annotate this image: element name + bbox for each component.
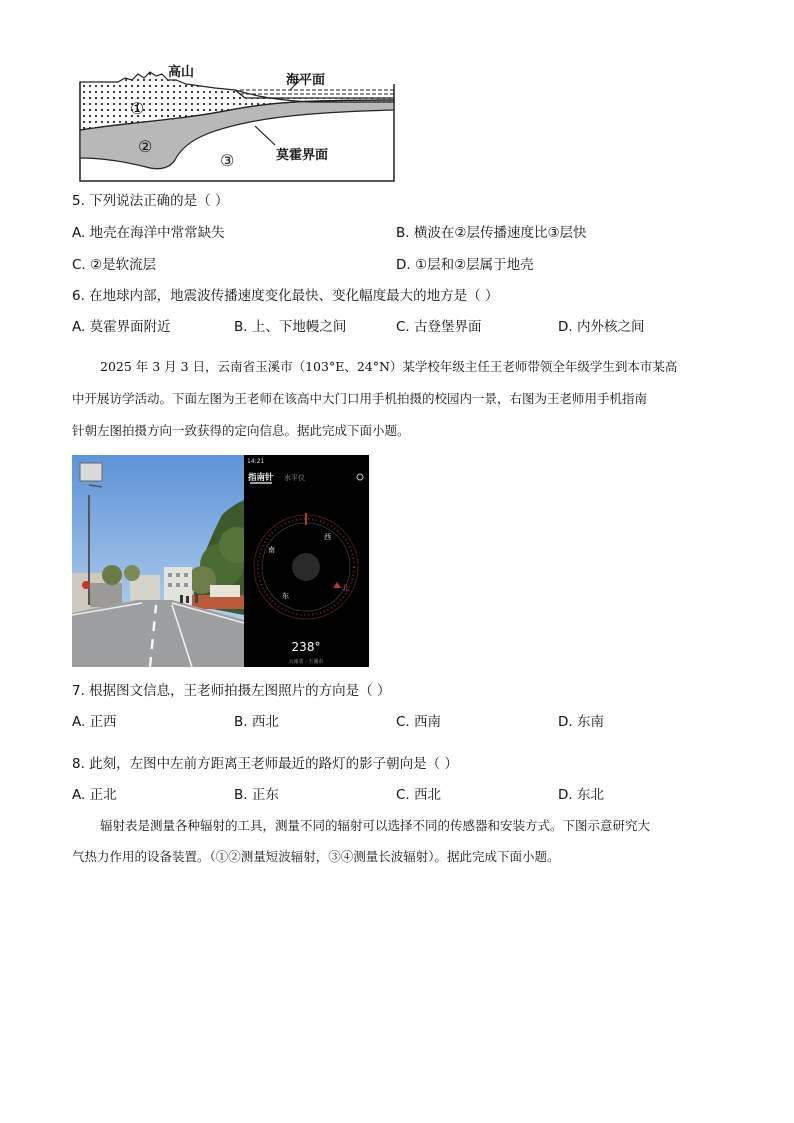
q6-option-b[interactable]: B. 上、下地幔之间 bbox=[234, 319, 347, 335]
dir-north: 北 bbox=[342, 584, 349, 592]
passage2-line1: 辐射表是测量各种辐射的工具，测量不同的辐射可以选择不同的传感器和安装方式。下图示意研究大 bbox=[100, 818, 651, 833]
settings-icon bbox=[357, 474, 363, 480]
q5-stem: 5. 下列说法正确的是（ ） bbox=[72, 193, 229, 209]
q8-option-c[interactable]: C. 西北 bbox=[396, 787, 442, 803]
dir-south: 南 bbox=[268, 546, 275, 554]
location-text: 云南省 · 玉溪市 bbox=[288, 659, 324, 665]
passage1-line2: 中开展访学活动。下面左图为王老师在该高中大门口用手机拍摄的校园内一景，右图为王老师用手机指南 bbox=[72, 391, 648, 406]
layer-2-label: ② bbox=[138, 137, 153, 156]
q8-option-b[interactable]: B. 正东 bbox=[234, 787, 279, 803]
q7-option-d[interactable]: D. 东南 bbox=[558, 714, 604, 730]
q6-option-d[interactable]: D. 内外核之间 bbox=[558, 319, 645, 335]
q5-option-a[interactable]: A. 地壳在海洋中常常缺失 bbox=[72, 225, 225, 241]
moho-label: 莫霍界面 bbox=[276, 148, 329, 163]
tab-level: 水平仪 bbox=[284, 474, 305, 482]
q5-option-c[interactable]: C. ②是软流层 bbox=[72, 257, 157, 273]
q8-option-d[interactable]: D. 东北 bbox=[558, 787, 604, 803]
status-time: 14:21 bbox=[247, 458, 265, 465]
sea-level-label: 海平面 bbox=[286, 73, 326, 88]
q8-stem: 8. 此刻，左图中左前方距离王老师最近的路灯的影子朝向是（ ） bbox=[72, 756, 458, 772]
campus-photo bbox=[72, 455, 244, 667]
passage2-line2: 气热力作用的设备装置。（①②测量短波辐射，③④测量长波辐射）。据此完成下面小题。 bbox=[72, 849, 560, 864]
dir-west: 西 bbox=[324, 533, 331, 541]
layer-1-label: ① bbox=[130, 99, 145, 118]
q6-stem: 6. 在地球内部，地震波传播速度变化最快、变化幅度最大的地方是（ ） bbox=[72, 288, 499, 304]
passage1-line1: 2025 年 3 月 3 日，云南省玉溪市（103°E、24°N）某学校年级主任王老师带领全年级学生到本市某高 bbox=[100, 359, 678, 374]
dir-east: 东 bbox=[282, 592, 289, 600]
layer-3-label: ③ bbox=[220, 151, 235, 170]
q7-option-b[interactable]: B. 西北 bbox=[234, 714, 279, 730]
q6-option-a[interactable]: A. 莫霍界面附近 bbox=[72, 319, 171, 335]
q6-option-c[interactable]: C. 古登堡界面 bbox=[396, 319, 482, 335]
q7-stem: 7. 根据图文信息，王老师拍摄左图照片的方向是（ ） bbox=[72, 683, 391, 699]
heading-readout: 238° bbox=[291, 640, 321, 654]
q7-option-a[interactable]: A. 正西 bbox=[72, 714, 117, 730]
compass-screenshot bbox=[244, 455, 369, 667]
passage1-line3: 针朝左图拍摄方向一致获得的定向信息。据此完成下面小题。 bbox=[72, 423, 410, 438]
q5-option-d[interactable]: D. ①层和②层属于地壳 bbox=[396, 257, 534, 273]
earth-crust-diagram bbox=[70, 60, 400, 185]
q7-option-c[interactable]: C. 西南 bbox=[396, 714, 442, 730]
q5-option-b[interactable]: B. 横波在②层传播速度比③层快 bbox=[396, 225, 587, 241]
q8-option-a[interactable]: A. 正北 bbox=[72, 787, 117, 803]
mountain-label: 高山 bbox=[168, 65, 195, 80]
tab-compass: 指南针 bbox=[248, 473, 274, 483]
